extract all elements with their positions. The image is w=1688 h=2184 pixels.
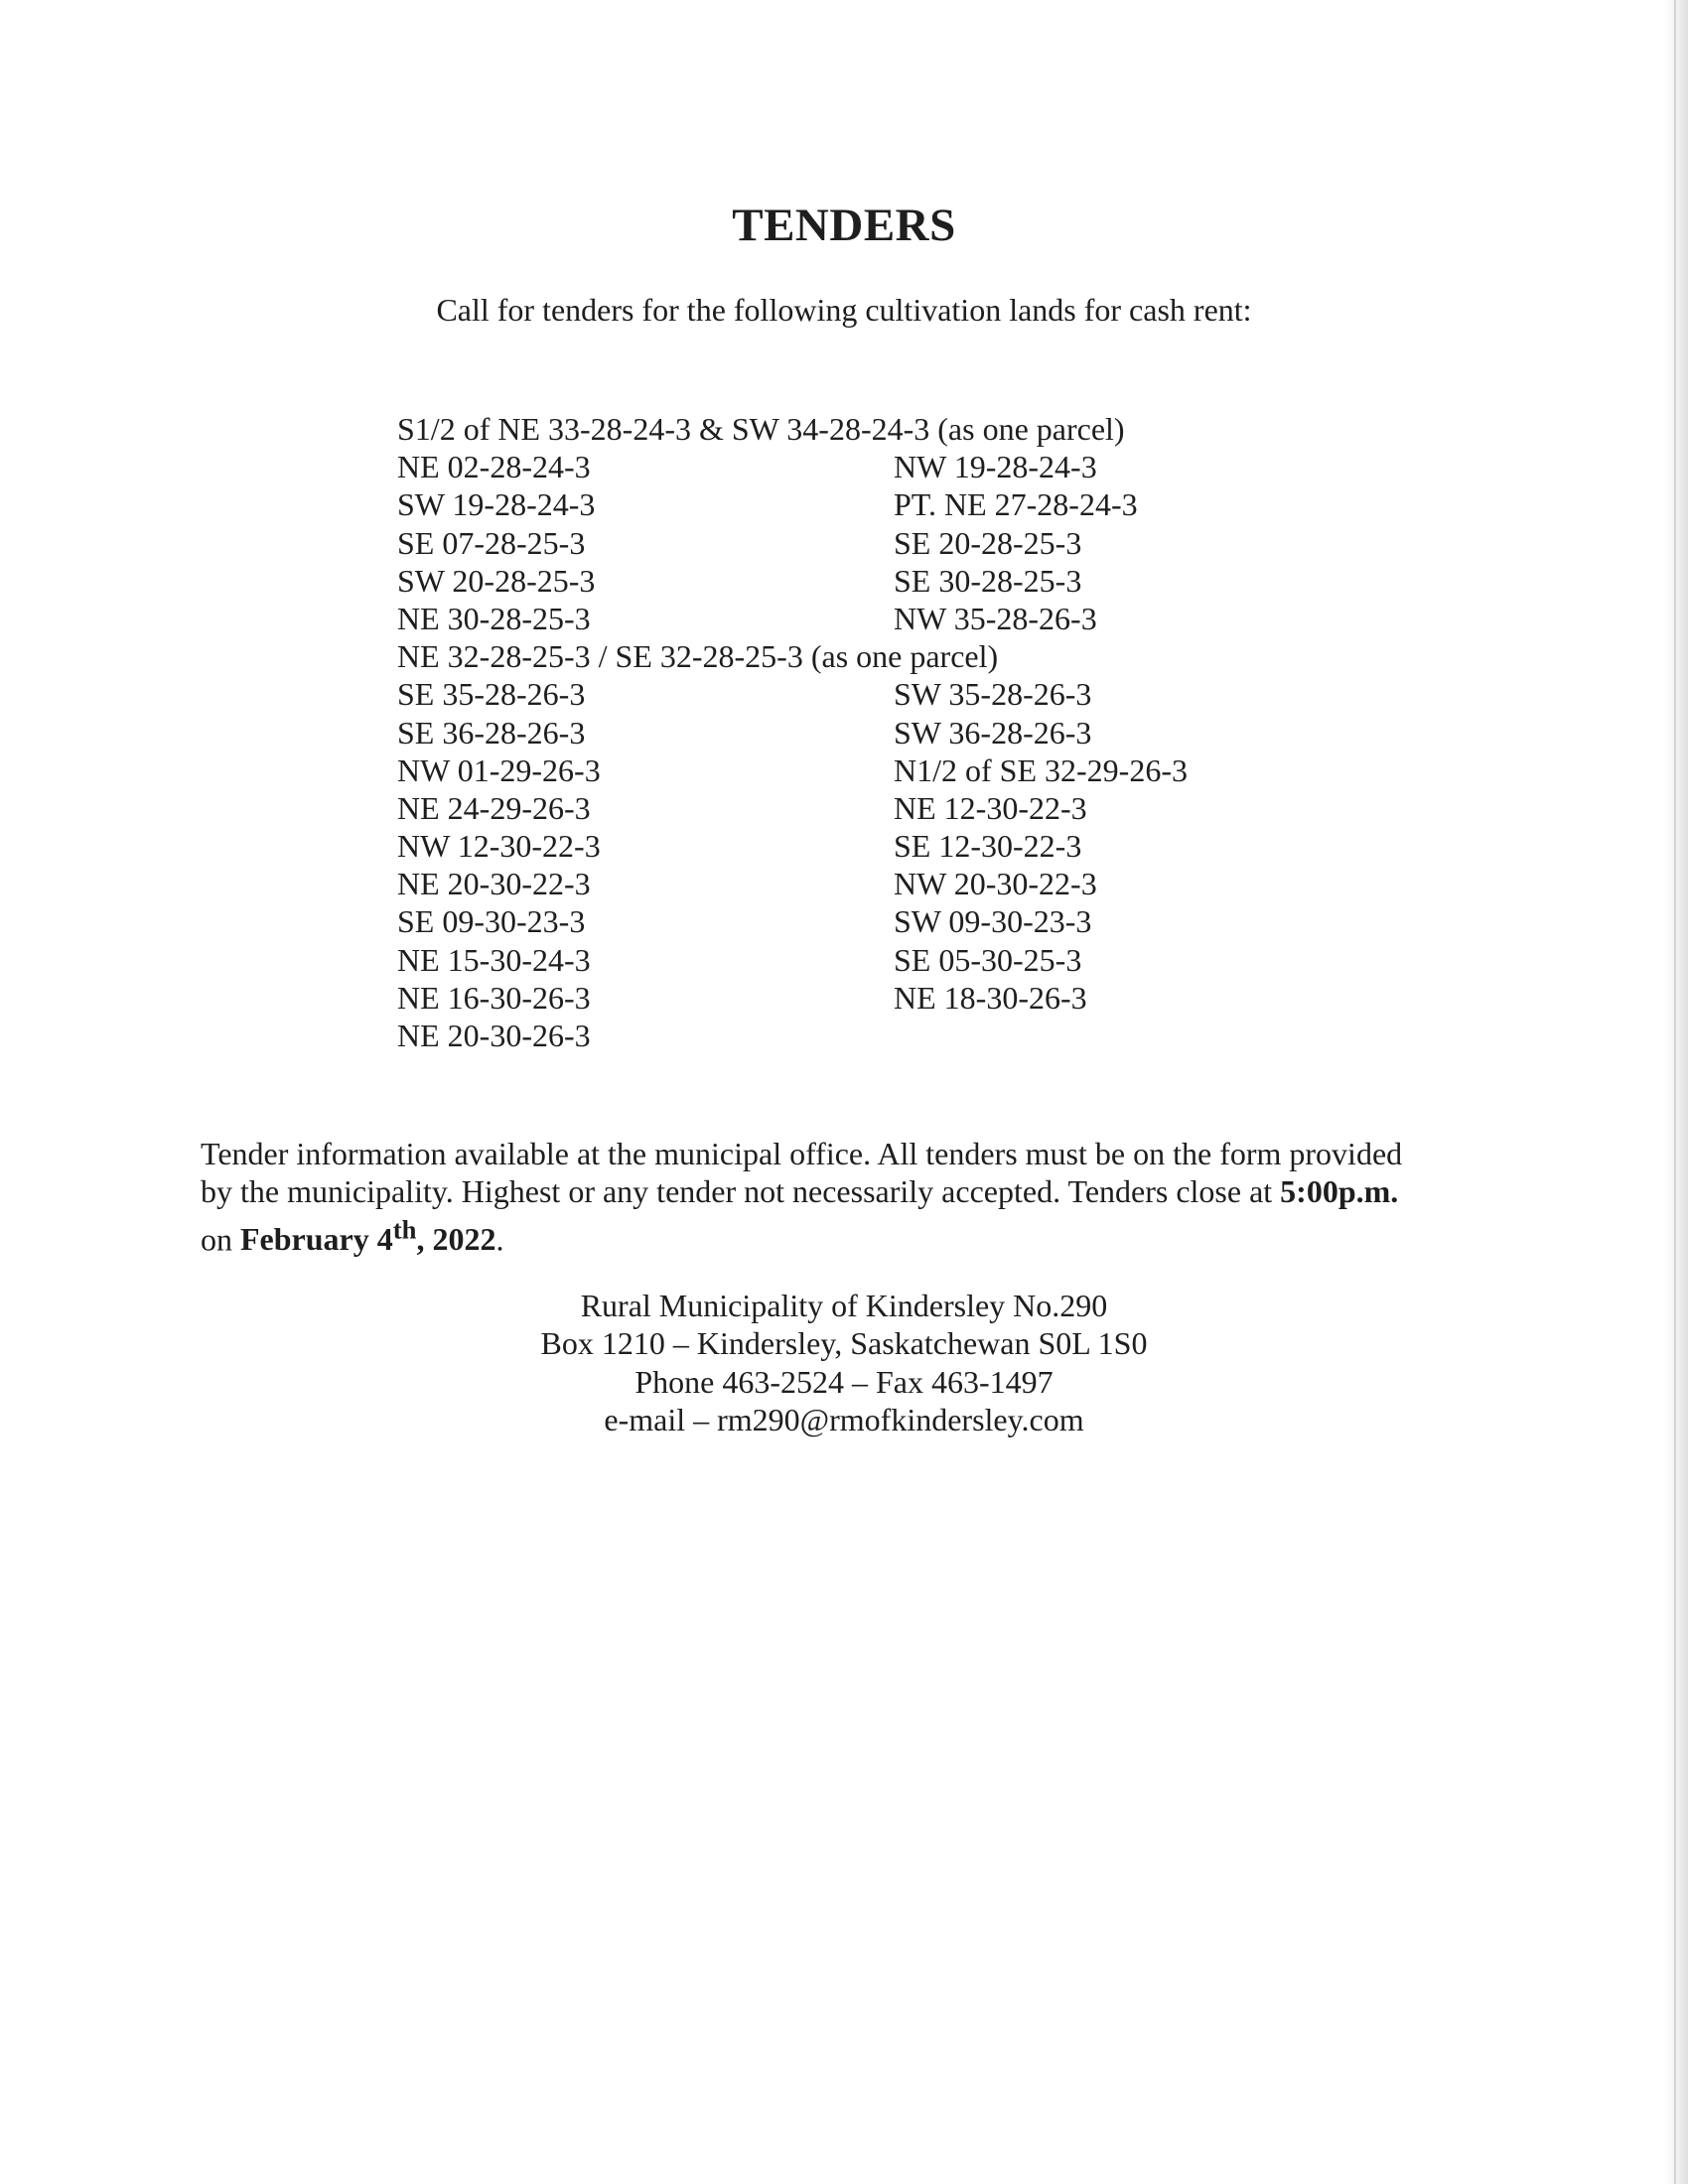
parcel-row: [397, 562, 1291, 600]
parcel-row: [397, 751, 1291, 789]
parcel-item: SE 07-28-25-3: [397, 524, 586, 561]
parcel-row: [397, 448, 1291, 485]
parcel-item: SE 35-28-26-3: [397, 676, 586, 713]
info-line-3: [201, 1211, 1491, 1259]
parcel-item: N1/2 of SE 32-29-26-3: [894, 751, 1188, 788]
municipality-box: Box 1210 – Kindersley, Saskatchewan S0L 1S0: [540, 1325, 1148, 1362]
parcel-item: NW 19-28-24-3: [894, 449, 1097, 485]
parcel-row: [397, 600, 1291, 637]
parcel-item: NE 15-30-24-3: [397, 941, 591, 978]
parcel-item: SW 20-28-25-3: [397, 562, 596, 599]
parcel-item: NE 20-30-22-3: [397, 866, 591, 902]
parcel-item: SW 36-28-26-3: [894, 714, 1092, 751]
parcel-row: [397, 1017, 1291, 1054]
parcel-item: NW 12-30-22-3: [397, 828, 601, 865]
parcel-item: NE 24-29-26-3: [397, 789, 591, 826]
parcel-item: NW 20-30-22-3: [894, 866, 1097, 902]
info-on-text: on: [201, 1221, 240, 1258]
parcel-item: NE 30-28-25-3: [397, 600, 591, 636]
municipality-address: [0, 1287, 1688, 1439]
parcel-item: SW 35-28-26-3: [894, 676, 1092, 713]
info-line-2: [201, 1172, 1491, 1210]
parcel-row: [397, 789, 1291, 827]
parcel-item: SE 12-30-22-3: [894, 828, 1082, 865]
parcel-row: [397, 902, 1291, 940]
parcel-item: NW 01-29-26-3: [397, 751, 601, 788]
close-date-month-day: February 4: [240, 1221, 393, 1258]
page-title: TENDERS: [732, 200, 956, 251]
tender-info-paragraph: [201, 1135, 1491, 1259]
info-line-2-text: by the municipality. Highest or any tender not necessarily accepted. Tenders close at: [201, 1173, 1281, 1210]
parcel-item: NE 20-30-26-3: [397, 1018, 591, 1053]
parcel-row: [397, 827, 1291, 865]
parcel-item: SE 36-28-26-3: [397, 714, 586, 751]
parcel-item: NW 35-28-26-3: [894, 600, 1097, 636]
parcel-item: PT. NE 27-28-24-3: [894, 486, 1138, 523]
parcel-item: SE 09-30-23-3: [397, 903, 586, 940]
parcel-row: [397, 979, 1291, 1017]
parcel-row: [397, 485, 1291, 523]
parcel-item: NE 32-28-25-3 / SE 32-28-25-3 (as one parcel): [397, 638, 999, 675]
parcel-item: NE 12-30-22-3: [894, 789, 1087, 826]
municipality-email: e-mail – rm290@rmofkindersley.com: [604, 1402, 1084, 1438]
info-line-1: Tender information available at the municipal office. All tenders must be on the form provided: [201, 1136, 1403, 1171]
info-period: .: [495, 1221, 504, 1258]
parcel-item: SE 30-28-25-3: [894, 562, 1082, 599]
parcel-item: SW 19-28-24-3: [397, 486, 596, 523]
parcel-item: SW 09-30-23-3: [894, 903, 1092, 940]
parcel-list: [397, 410, 1291, 1054]
page-subtitle: Call for tenders for the following cultivation lands for cash rent:: [436, 292, 1252, 328]
parcel-row: [397, 524, 1291, 562]
close-date-suffix: th: [392, 1214, 417, 1245]
municipality-phone: Phone 463-2524 – Fax 463-1497: [634, 1363, 1054, 1400]
close-time: 5:00p.m.: [1280, 1173, 1399, 1210]
close-date-year: , 2022: [416, 1221, 496, 1258]
parcel-row: [397, 941, 1291, 979]
parcel-item: NE 16-30-26-3: [397, 979, 591, 1016]
parcel-row: [397, 675, 1291, 713]
parcel-item: NE 18-30-26-3: [894, 979, 1087, 1016]
municipality-name: Rural Municipality of Kindersley No.290: [580, 1288, 1108, 1323]
parcel-item: SE 20-28-25-3: [894, 524, 1082, 561]
parcel-item: S1/2 of NE 33-28-24-3 & SW 34-28-24-3 (as one parcel): [397, 411, 1125, 447]
parcel-row: [397, 410, 1291, 448]
parcel-item: NE 02-28-24-3: [397, 449, 591, 485]
parcel-row: [397, 865, 1291, 902]
close-date: [240, 1214, 496, 1258]
parcel-item: SE 05-30-25-3: [894, 941, 1082, 978]
parcel-row: [397, 637, 1291, 675]
parcel-row: [397, 714, 1291, 751]
